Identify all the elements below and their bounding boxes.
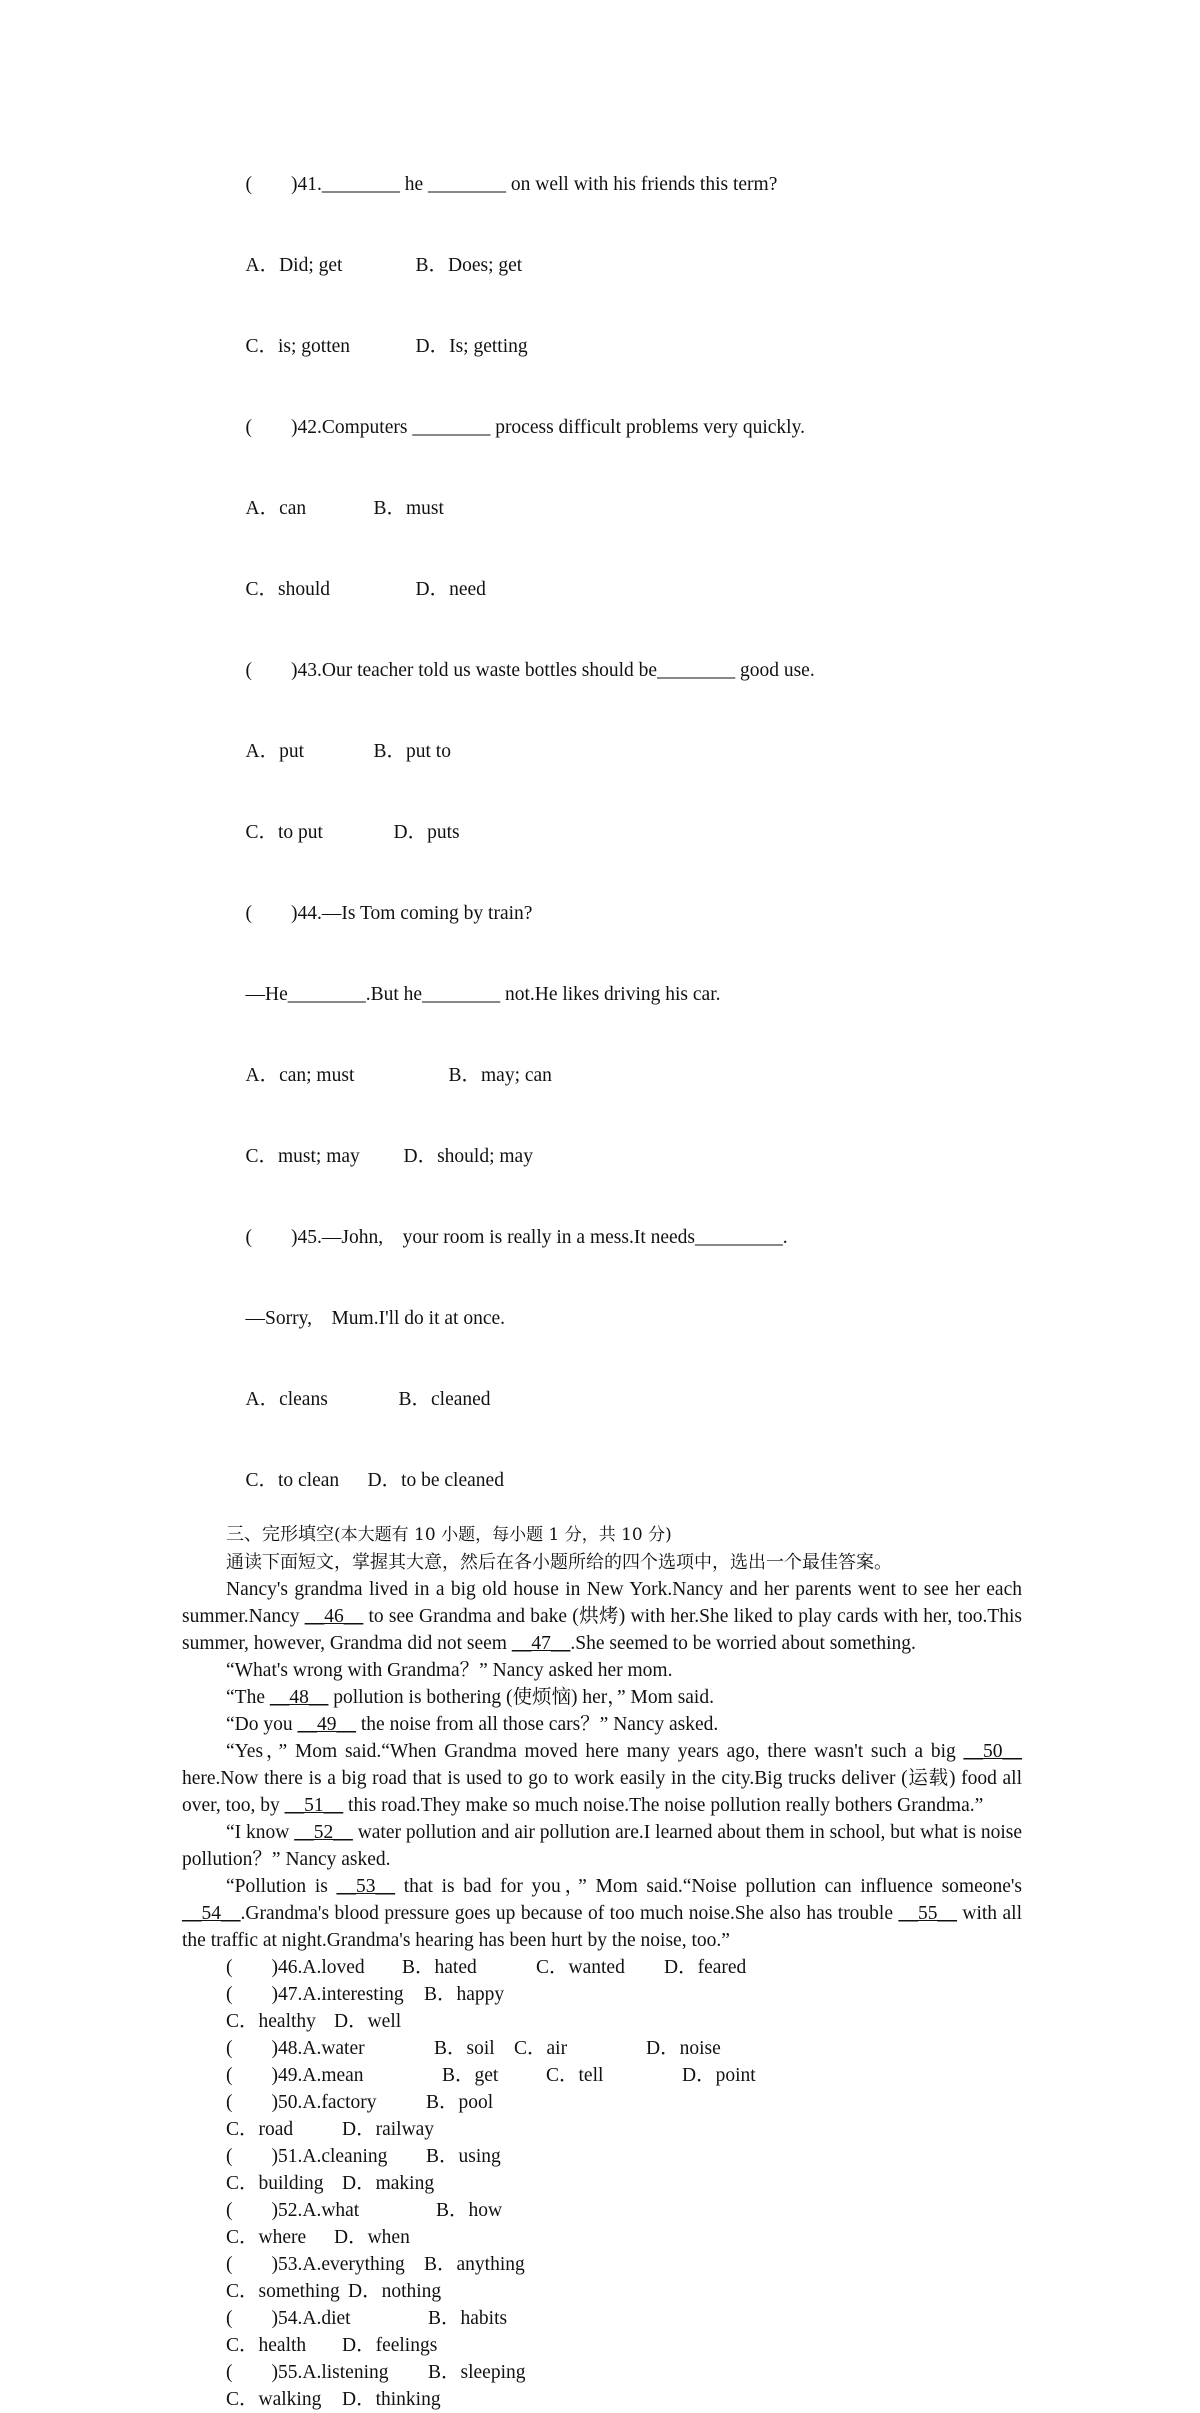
answer-row: [182, 2278, 1022, 2305]
answer-option: C．healthy: [226, 2011, 316, 2032]
options-row: [182, 225, 1022, 306]
answer-row: [182, 2062, 1022, 2089]
answer-row: [182, 2332, 1022, 2359]
option-a: A．can; must: [245, 1065, 355, 1086]
options-row: [182, 306, 1022, 387]
option-c: C．to clean: [245, 1470, 340, 1491]
option-c: C．must; may: [245, 1146, 360, 1167]
option-b: B．may; can: [448, 1065, 552, 1086]
answer-option: C．tell: [546, 2065, 604, 2086]
answer-option: D．when: [334, 2227, 410, 2248]
passage-paragraph: [182, 1711, 1022, 1738]
passage-text: to see Grandma and bake (烘烤) with her.She liked to play cards with her, too.This summer, however, Grandma did not seem: [182, 1606, 1022, 1654]
answer-option: ( )49.A.mean: [226, 2065, 364, 2086]
question-45-reply: [182, 1278, 1022, 1359]
passage-text: “Do you: [226, 1714, 298, 1735]
passage-text: with all the traffic at night.Grandma's hearing has been hurt by the noise, too.”: [182, 1903, 1022, 1951]
answer-row: [182, 1954, 1022, 1981]
answer-option: B．how: [436, 2200, 503, 2221]
blank: __51__: [284, 1795, 344, 1816]
question-44-reply: [182, 954, 1022, 1035]
answer-row: [182, 2359, 1022, 2386]
section-heading: 三、完形填空(本大题有 10 小题，每小题 1 分，共 10 分): [226, 1524, 672, 1545]
answer-option: ( )51.A.cleaning: [226, 2146, 388, 2167]
question-45: [182, 1197, 1022, 1278]
dialogue-reply: —He________.But he________ not.He likes driving his car.: [245, 984, 721, 1005]
answer-option: ( )53.A.everything: [226, 2254, 405, 2275]
option-d: D．should; may: [403, 1146, 533, 1167]
answer-option: B．habits: [428, 2308, 508, 2329]
answer-option: B．get: [442, 2065, 499, 2086]
answer-option: ( )46.A.loved: [226, 1957, 365, 1978]
answer-option: C．health: [226, 2335, 307, 2356]
passage: [182, 1576, 1022, 1954]
answer-row: [182, 2089, 1022, 2116]
answer-row: [182, 2386, 1022, 2413]
option-b: B．put to: [373, 741, 451, 762]
option-a: A．cleans: [245, 1389, 328, 1410]
options-row: [182, 1035, 1022, 1116]
question-stem: ( )41.________ he ________ on well with his friends this term?: [245, 174, 778, 195]
option-a: A．Did; get: [245, 255, 343, 276]
answer-option: D．noise: [646, 2038, 721, 2059]
answer-option: B．using: [426, 2146, 501, 2167]
option-b: B．must: [373, 498, 444, 519]
option-d: D．to be cleaned: [367, 1470, 504, 1491]
blank: __53__: [336, 1876, 396, 1897]
answer-option: C．where: [226, 2227, 307, 2248]
answer-option: ( )52.A.what: [226, 2200, 360, 2221]
answer-option: C．something: [226, 2281, 340, 2302]
answer-row: [182, 2143, 1022, 2170]
answer-option: ( )48.A.water: [226, 2038, 365, 2059]
answer-row: [182, 2197, 1022, 2224]
passage-text: Nancy's grandma lived in a big old house in New York.Nancy and her parents went to see her each summer.Nancy: [182, 1579, 1022, 1627]
answer-option: C．building: [226, 2173, 324, 2194]
answer-option: C．air: [514, 2038, 568, 2059]
option-a: A．put: [245, 741, 305, 762]
passage-text: “Pollution is: [226, 1876, 337, 1897]
blank: __55__: [898, 1903, 957, 1924]
blank: __46__: [304, 1606, 364, 1627]
question-41: [182, 144, 1022, 225]
option-b: B．cleaned: [398, 1389, 491, 1410]
passage-text: “What's wrong with Grandma？” Nancy asked her mom.: [226, 1660, 673, 1681]
content: [182, 144, 1022, 2413]
options-row: [182, 792, 1022, 873]
answer-option: D．feelings: [342, 2335, 438, 2356]
options-row: [182, 468, 1022, 549]
passage-paragraph: [182, 1576, 1022, 1657]
passage-text: .Grandma's blood pressure goes up because of too much noise.She also has trouble: [240, 1903, 899, 1924]
answer-option: C．road: [226, 2119, 294, 2140]
question-42: [182, 387, 1022, 468]
options-row: [182, 1440, 1022, 1521]
option-a: A．can: [245, 498, 307, 519]
passage-text: “I know: [226, 1822, 295, 1843]
passage-paragraph: [182, 1819, 1022, 1873]
answer-option: D．feared: [664, 1957, 747, 1978]
passage-text: water pollution and air pollution are.I learned about them in school, but what is noise pollution？” Nancy asked.: [182, 1822, 1022, 1870]
answer-row: [182, 2251, 1022, 2278]
option-b: B．Does; get: [415, 255, 523, 276]
question-43: [182, 630, 1022, 711]
passage-text: “Yes，” Mom said.“When Grandma moved here many years ago, there wasn't such a big: [226, 1741, 964, 1762]
blank: __50__: [963, 1741, 1022, 1762]
passage-text: this road.They make so much noise.The noise pollution really bothers Grandma.”: [343, 1795, 984, 1816]
passage-paragraph: [182, 1873, 1022, 1954]
question-stem: ( )44.—Is Tom coming by train?: [245, 903, 533, 924]
answer-option: ( )54.A.diet: [226, 2308, 351, 2329]
blank: __52__: [294, 1822, 353, 1843]
blank: __48__: [269, 1687, 329, 1708]
answer-row: [182, 2116, 1022, 2143]
answer-option: B．soil: [434, 2038, 495, 2059]
answer-option: C．wanted: [536, 1957, 625, 1978]
answer-option: ( )47.A.interesting: [226, 1984, 404, 2005]
passage-text: pollution is bothering (使烦恼) her，” Mom said.: [328, 1687, 714, 1708]
passage-text: .She seemed to be worried about something.: [570, 1633, 916, 1654]
blank: __49__: [297, 1714, 356, 1735]
question-stem: ( )42.Computers ________ process difficult problems very quickly.: [245, 417, 805, 438]
options-row: [182, 1116, 1022, 1197]
blank: __47__: [511, 1633, 571, 1654]
answer-row: [182, 2035, 1022, 2062]
answer-option: D．railway: [342, 2119, 435, 2140]
answer-option: D．point: [682, 2065, 756, 2086]
answer-row: [182, 2008, 1022, 2035]
answer-option: B．happy: [424, 1984, 505, 2005]
answer-option: ( )55.A.listening: [226, 2362, 389, 2383]
answer-option: ( )50.A.factory: [226, 2092, 377, 2113]
options-row: [182, 711, 1022, 792]
option-d: D．need: [415, 579, 486, 600]
section-instruction: 通读下面短文，掌握其大意，然后在各小题所给的四个选项中，选出一个最佳答案。: [226, 1552, 892, 1573]
passage-paragraph: [182, 1738, 1022, 1819]
passage-text: the noise from all those cars？” Nancy asked.: [356, 1714, 719, 1735]
answer-option: D．well: [334, 2011, 402, 2032]
question-stem: ( )43.Our teacher told us waste bottles should be________ good use.: [245, 660, 815, 681]
answer-option: B．pool: [426, 2092, 494, 2113]
answer-row: [182, 2305, 1022, 2332]
answer-option: D．thinking: [342, 2389, 441, 2410]
option-d: D．Is; getting: [415, 336, 528, 357]
passage-text: here.Now there is a big road that is used to go to work easily in the city.Big trucks deliver (运载) food all over, too, by: [182, 1768, 1022, 1816]
question-stem: ( )45.—John, your room is really in a mess.It needs_________.: [245, 1227, 788, 1248]
answer-option: B．anything: [424, 2254, 525, 2275]
answer-row: [182, 1981, 1022, 2008]
answer-option: D．nothing: [348, 2281, 442, 2302]
section-note: (本大题有 10 小题，每小题 1 分，共 10 分): [334, 1525, 672, 1545]
passage-text: that is bad for you，” Mom said.“Noise pollution can influence someone's: [395, 1876, 1022, 1897]
answer-option: B．sleeping: [428, 2362, 526, 2383]
options-row: [182, 1359, 1022, 1440]
answer-row: [182, 2224, 1022, 2251]
answer-option: B．hated: [402, 1957, 477, 1978]
passage-paragraph: [182, 1657, 1022, 1684]
option-c: C．is; gotten: [245, 336, 351, 357]
answer-row: [182, 2170, 1022, 2197]
options-row: [182, 549, 1022, 630]
option-d: D．puts: [393, 822, 460, 843]
answer-option: C．walking: [226, 2389, 322, 2410]
dialogue-reply: —Sorry, Mum.I'll do it at once.: [245, 1308, 506, 1329]
blank: __54__: [182, 1903, 241, 1924]
answer-options: [182, 1954, 1022, 2413]
answer-option: D．making: [342, 2173, 435, 2194]
option-c: C．to put: [245, 822, 323, 843]
question-44: [182, 873, 1022, 954]
option-c: C．should: [245, 579, 331, 600]
passage-text: “The: [226, 1687, 270, 1708]
